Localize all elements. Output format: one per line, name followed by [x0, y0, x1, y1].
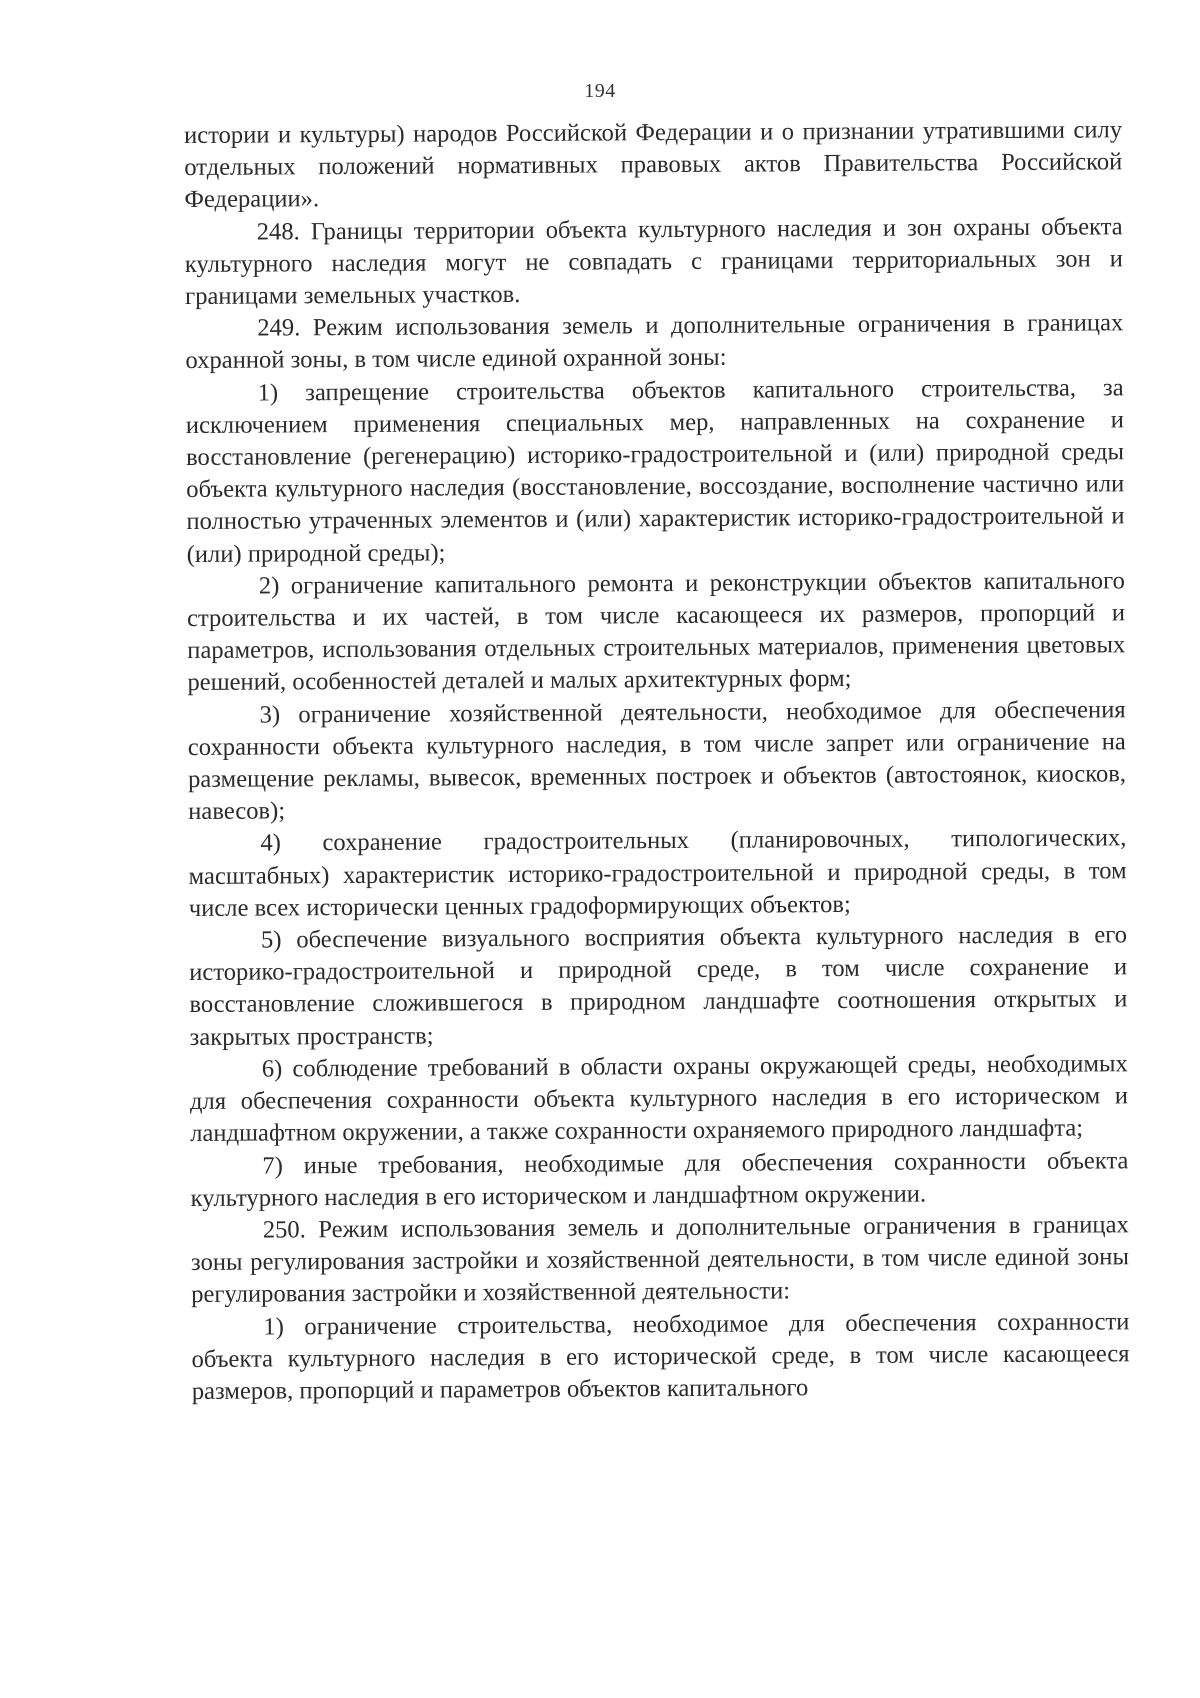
paragraph-250-item-1: 1) ограничение строительства, необходимое для обеспечения сохранности объекта культурного наследия в его исторической среде, в том числе касающееся размеров, пропорций и параметров объектов капитального — [191, 1307, 1130, 1405]
paragraph-249-item-5: 5) обеспечение визуального восприятия объекта культурного наследия в его историко-градостроительной и природной среде, в том числе сохранение и восстановление сложившегося в природном ландшафте соотношения открытых и закрытых пространств; — [189, 921, 1128, 1051]
paragraph-249-item-2: 2) ограничение капитального ремонта и реконструкции объектов капитального строительства и их частей, в том числе касающееся их размеров, пропорций и параметров, использования отдельных строительных материалов, применения цветовых решений, особенностей деталей и малых архитектурных форм; — [186, 567, 1126, 697]
paragraph-249: 249. Режим использования земель и дополнительные ограничения в границах охранной зоны, в том числе единой охранной зоны: — [185, 309, 1124, 375]
paragraph-250: 250. Режим использования земель и дополнительные ограничения в границах зоны регулирования застройки и хозяйственной деятельности, в том числе единой зоны регулирования застройки и хозяйственной деятельности: — [190, 1211, 1130, 1309]
paragraph-249-item-4: 4) сохранение градостроительных (планировочных, типологических, масштабных) характеристик историко-градостроительной и природной среды, в том числе всех исторически ценных градоформирующих объектов; — [188, 824, 1127, 922]
paragraph-continuation: истории и культуры) народов Российской Федерации и о признании утратившими силу отдельных положений нормативных правовых актов Правительства Российской Федерации». — [184, 116, 1123, 214]
paragraph-248: 248. Границы территории объекта культурного наследия и зон охраны объекта культурного наследия могут не совпадать с границами территориальных зон и границами земельных участков. — [184, 212, 1123, 311]
paragraph-249-item-1: 1) запрещение строительства объектов капитального строительства, за исключением применения специальных мер, направленных на сохранение и восстановление (регенерацию) историко-градостроительной и (или) природной среды объекта культурного наследия (восстановление, воссоздание, восполнение частично или полностью утраченных элементов и (или) характеристик историко-градостроительной и (или) природной среды); — [185, 373, 1125, 568]
paragraph-249-item-7: 7) иные требования, необходимые для обеспечения сохранности объекта культурного наследия в его историческом и ландшафтном окружении. — [190, 1146, 1129, 1212]
paragraph-249-item-6: 6) соблюдение требований в области охраны окружающей среды, необходимых для обеспечения сохранности объекта культурного наследия в его историческом и ландшафтном окружении, а также сохранности охраняемого природного ландшафта; — [189, 1050, 1129, 1148]
page-number: 194 — [584, 80, 616, 102]
paragraph-249-item-3: 3) ограничение хозяйственной деятельности, необходимое для обеспечения сохранности объекта культурного наследия, в том числе запрет или ограничение на размещение рекламы, вывесок, временных построек и объектов (автостоянок, киосков, навесов); — [187, 695, 1127, 826]
document-body — [184, 114, 1130, 1408]
